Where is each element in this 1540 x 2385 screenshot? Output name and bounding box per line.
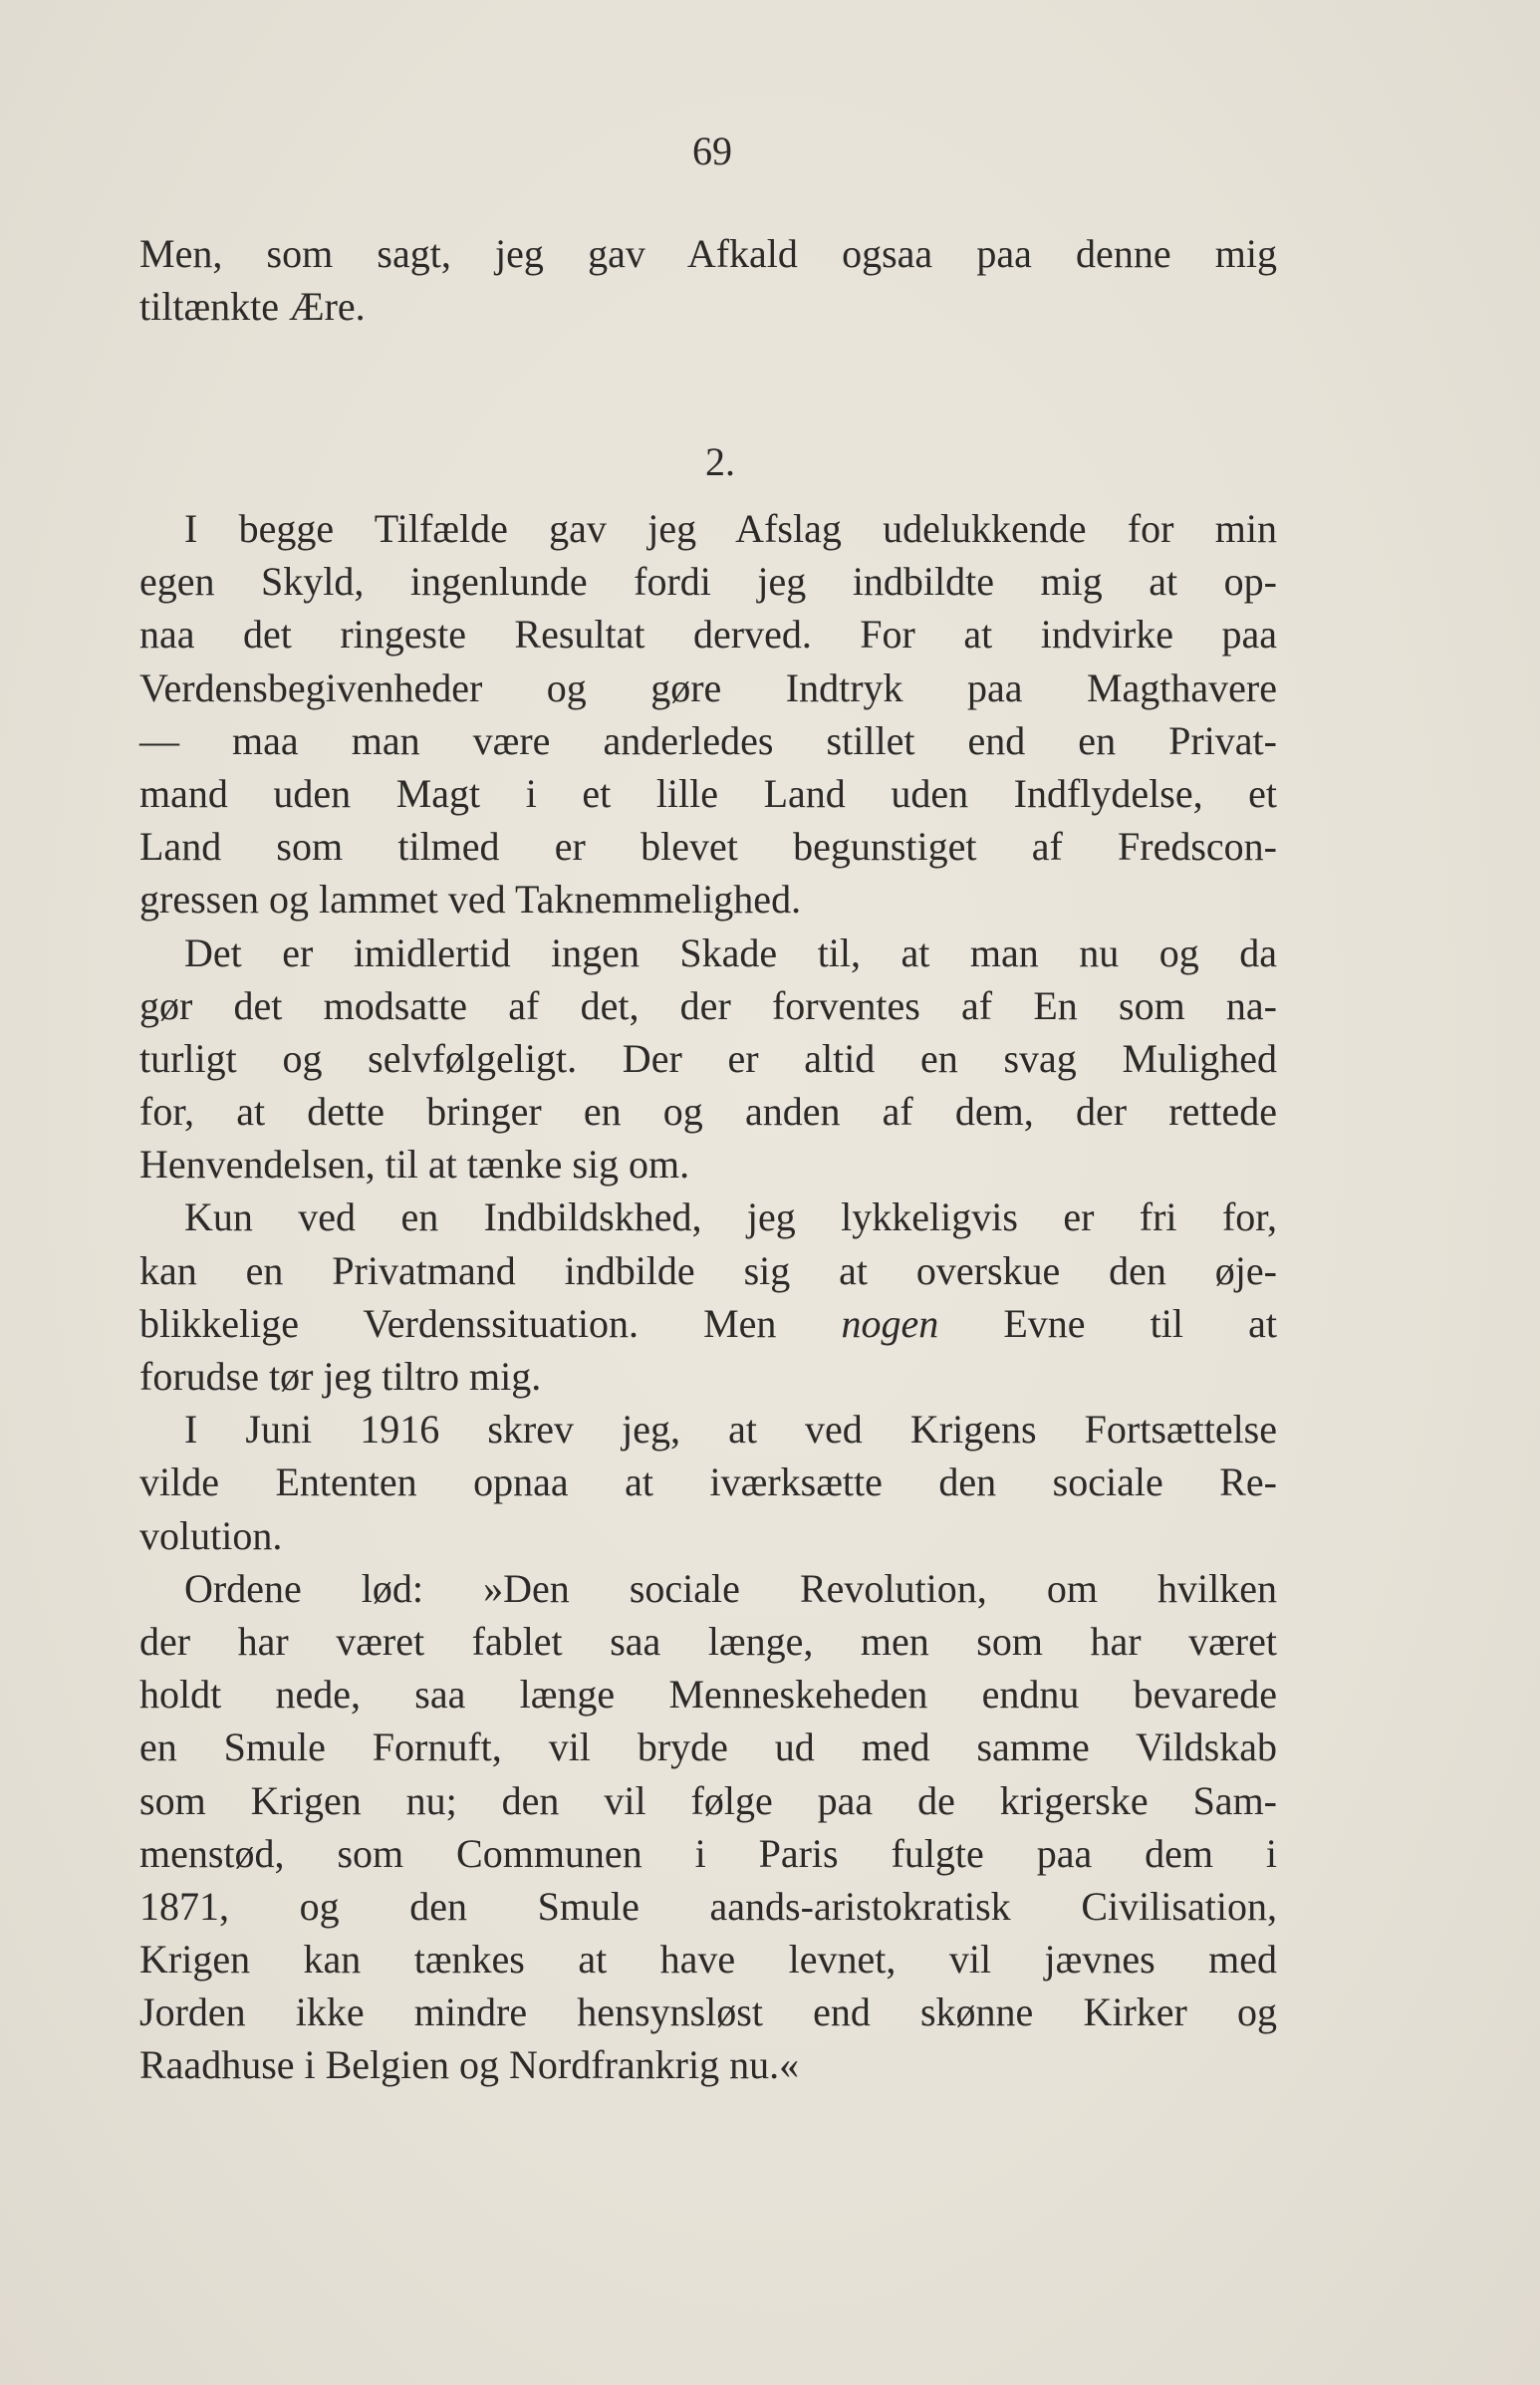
text-line: en Smule Fornuft, vil bryde ud med samme Vildskab xyxy=(139,1724,1277,1770)
text-line: Det er imidlertid ingen Skade til, at man nu og da xyxy=(184,929,1277,975)
body-text xyxy=(139,502,1277,2092)
text-line: kan en Privatmand indbilde sig at overskue den øje- xyxy=(139,1247,1277,1293)
text-line: for, at dette bringer en og anden af dem, der rettede xyxy=(139,1089,1277,1135)
text-segment: Evne til at xyxy=(938,1300,1277,1346)
italic-word: nogen xyxy=(841,1300,939,1346)
text-line: Land som tilmed er blevet begunstiget af Fredscon- xyxy=(139,824,1277,870)
text-line: der har været fablet saa længe, men som har været xyxy=(139,1618,1277,1664)
text-line: vilde Ententen opnaa at iværksætte den sociale Re- xyxy=(139,1459,1277,1505)
text-line: Jorden ikke mindre hensynsløst end skønne Kirker og xyxy=(139,1989,1277,2035)
text-line: Verdensbegivenheder og gøre Indtryk paa Magthavere xyxy=(139,664,1277,710)
text-line: Ordene lød: »Den sociale Revolution, om hvilken xyxy=(184,1565,1277,1611)
text-line: Men, som sagt, jeg gav Afkald ogsaa paa denne mig xyxy=(139,231,1277,276)
text-line: — maa man være anderledes stillet end en Privat- xyxy=(139,717,1277,763)
text-line: forudse tør jeg tiltro mig. xyxy=(139,1354,542,1399)
text-line: turligt og selvfølgeligt. Der er altid en svag Mulighed xyxy=(139,1035,1277,1081)
section-number: 2. xyxy=(705,439,735,484)
text-line: 1871, og den Smule aands-aristokratisk Civilisation, xyxy=(139,1883,1277,1929)
text-line: mand uden Magt i et lille Land uden Indflydelse, et xyxy=(139,770,1277,816)
text-line: gør det modsatte af det, der forventes af En som na- xyxy=(139,982,1277,1028)
text-line: gressen og lammet ved Taknemmelighed. xyxy=(139,877,802,923)
text-line: som Krigen nu; den vil følge paa de krigerske Sam- xyxy=(139,1777,1277,1823)
text-line: I begge Tilfælde gav jeg Afslag udelukkende for min xyxy=(184,506,1277,551)
text-line: Krigen kan tænkes at have levnet, vil jævnes med xyxy=(139,1937,1277,1983)
text-line: tiltænkte Ære. xyxy=(139,284,366,330)
text-line: naa det ringeste Resultat derved. For at indvirke paa xyxy=(139,612,1277,658)
text-line: holdt nede, saa længe Menneskeheden endnu bevarede xyxy=(139,1672,1277,1718)
text-line: menstød, som Communen i Paris fulgte paa dem i xyxy=(139,1830,1277,1876)
text-line: Kun ved en Indbildskhed, jeg lykkeligvis er fri for, xyxy=(184,1194,1277,1240)
text-line: volution. xyxy=(139,1512,283,1558)
text-line-with-italic xyxy=(139,1297,1277,1350)
text-line: Henvendelsen, til at tænke sig om. xyxy=(139,1142,690,1188)
text-line: egen Skyld, ingenlunde fordi jeg indbildte mig at op- xyxy=(139,559,1277,605)
page-number: 69 xyxy=(692,129,732,173)
text-line: I Juni 1916 skrev jeg, at ved Krigens Fortsættelse xyxy=(184,1407,1277,1453)
text-line: Raadhuse i Belgien og Nordfrankrig nu.« xyxy=(139,2042,800,2088)
intro-paragraph xyxy=(139,227,1277,333)
text-segment: blikkelige Verdenssituation. Men xyxy=(139,1300,842,1346)
